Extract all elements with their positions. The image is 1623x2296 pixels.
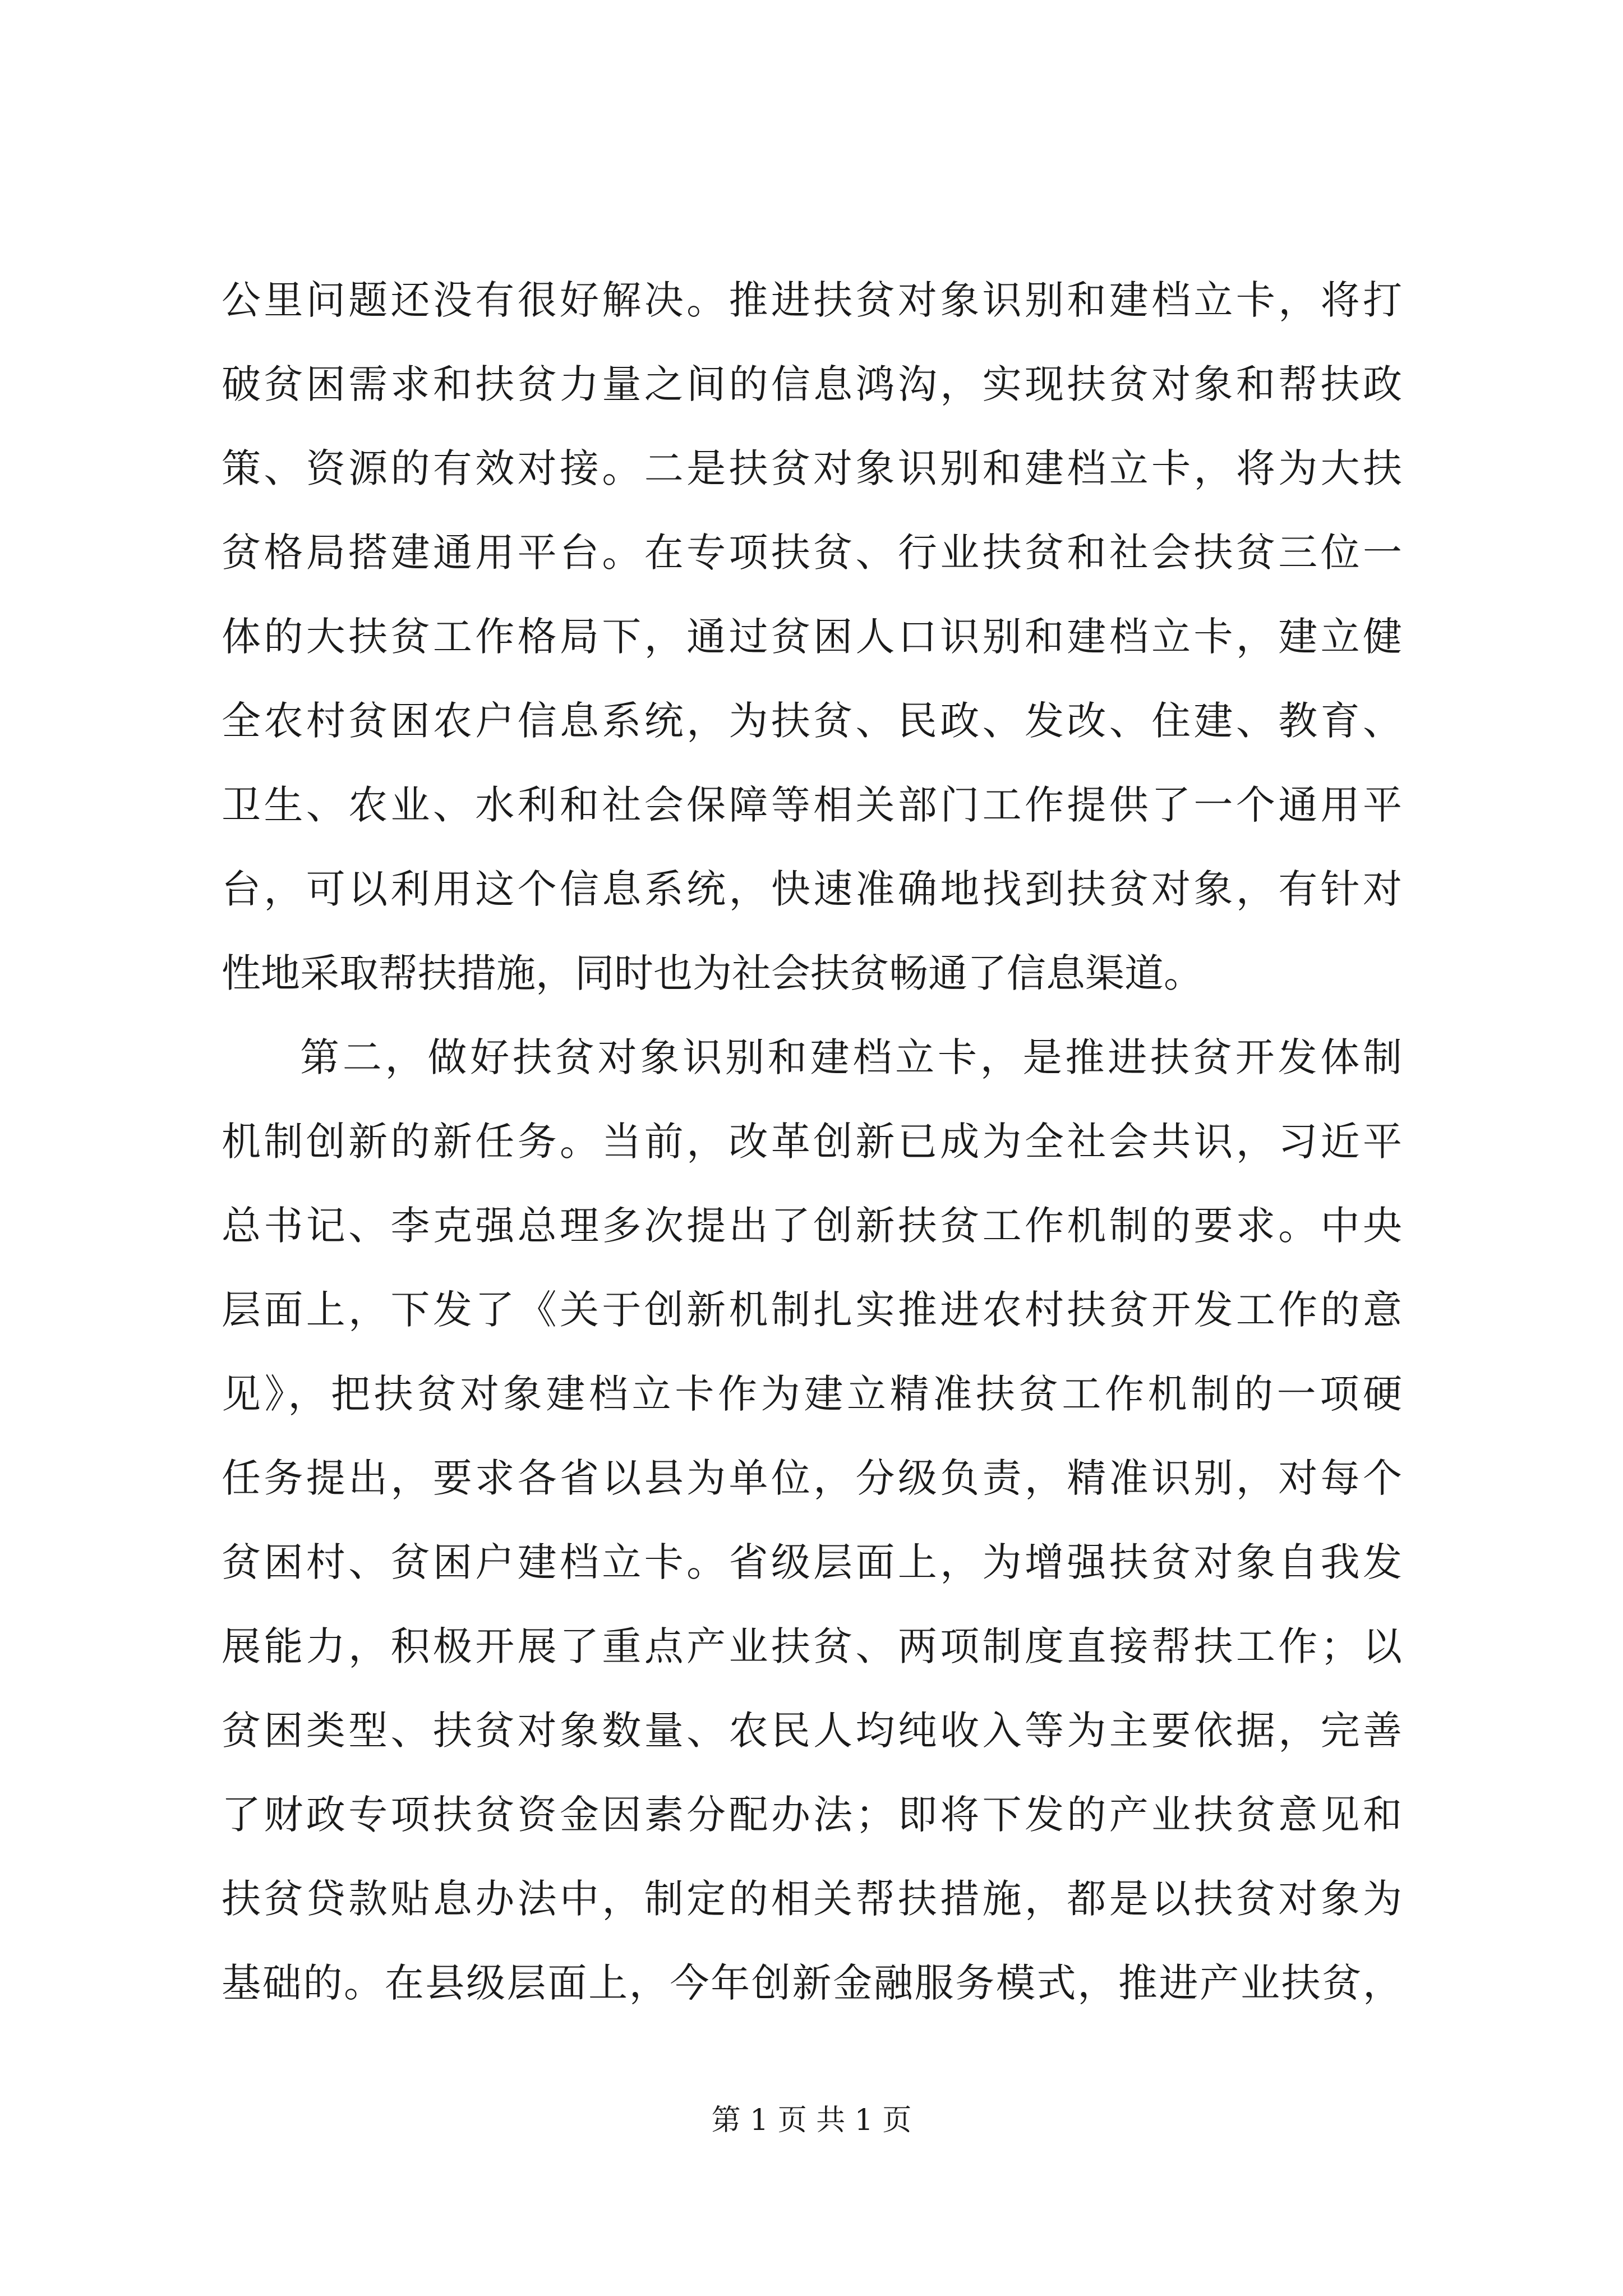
paragraph-2-line-6: 任务提出，要求各省以县为单位，分级负责，精准识别，对每个 — [222, 1455, 1402, 1501]
paragraph-2-line-11: 扶贫贷款贴息办法中，制定的相关帮扶措施，都是以扶贫对象为 — [222, 1876, 1402, 1922]
paragraph-1-line-8: 台，可以利用这个信息系统，快速准确地找到扶贫对象，有针对 — [222, 866, 1402, 912]
paragraph-2-line-4: 层面上，下发了《关于创新机制扎实推进农村扶贫开发工作的意 — [222, 1287, 1402, 1333]
paragraph-2-line-7: 贫困村、贫困户建档立卡。省级层面上，为增强扶贫对象自我发 — [222, 1539, 1402, 1585]
paragraph-1-line-2: 破贫困需求和扶贫力量之间的信息鸿沟，实现扶贫对象和帮扶政 — [222, 361, 1402, 407]
page-number-label: 第 1 页 共 1 页 — [711, 2104, 912, 2137]
paragraph-2-line-5: 见》，把扶贫对象建档立卡作为建立精准扶贫工作机制的一项硬 — [222, 1371, 1402, 1417]
paragraph-2-line-3: 总书记、李克强总理多次提出了创新扶贫工作机制的要求。中央 — [222, 1203, 1402, 1249]
body-text — [222, 258, 1402, 2025]
paragraph-1-line-9: 性地采取帮扶措施，同时也为社会扶贫畅通了信息渠道。 — [222, 950, 1203, 996]
paragraph-2-line-9: 贫困类型、扶贫对象数量、农民人均纯收入等为主要依据，完善 — [222, 1708, 1402, 1754]
paragraph-1-line-1: 公里问题还没有很好解决。推进扶贫对象识别和建档立卡，将打 — [222, 277, 1402, 323]
paragraph-2-line-10: 了财政专项扶贫资金因素分配办法；即将下发的产业扶贫意见和 — [222, 1792, 1402, 1838]
paragraph-2-line-2: 机制创新的新任务。当前，改革创新已成为全社会共识，习近平 — [222, 1119, 1402, 1165]
paragraph-1-line-7: 卫生、农业、水利和社会保障等相关部门工作提供了一个通用平 — [222, 782, 1402, 828]
paragraph-2-line-12: 基础的。在县级层面上，今年创新金融服务模式，推进产业扶贫， — [222, 1960, 1402, 2006]
paragraph-1-line-3: 策、资源的有效对接。二是扶贫对象识别和建档立卡，将为大扶 — [222, 445, 1402, 491]
page-footer — [0, 2101, 1623, 2140]
paragraph-2-line-1: 第二，做好扶贫对象识别和建档立卡，是推进扶贫开发体制 — [300, 1034, 1402, 1080]
paragraph-1-line-5: 体的大扶贫工作格局下，通过贫困人口识别和建档立卡，建立健 — [222, 614, 1402, 660]
paragraph-1-line-4: 贫格局搭建通用平台。在专项扶贫、行业扶贫和社会扶贫三位一 — [222, 530, 1402, 576]
paragraph-2-line-8: 展能力，积极开展了重点产业扶贫、两项制度直接帮扶工作；以 — [222, 1623, 1402, 1669]
paragraph-1-line-6: 全农村贫困农户信息系统，为扶贫、民政、发改、住建、教育、 — [222, 698, 1402, 744]
